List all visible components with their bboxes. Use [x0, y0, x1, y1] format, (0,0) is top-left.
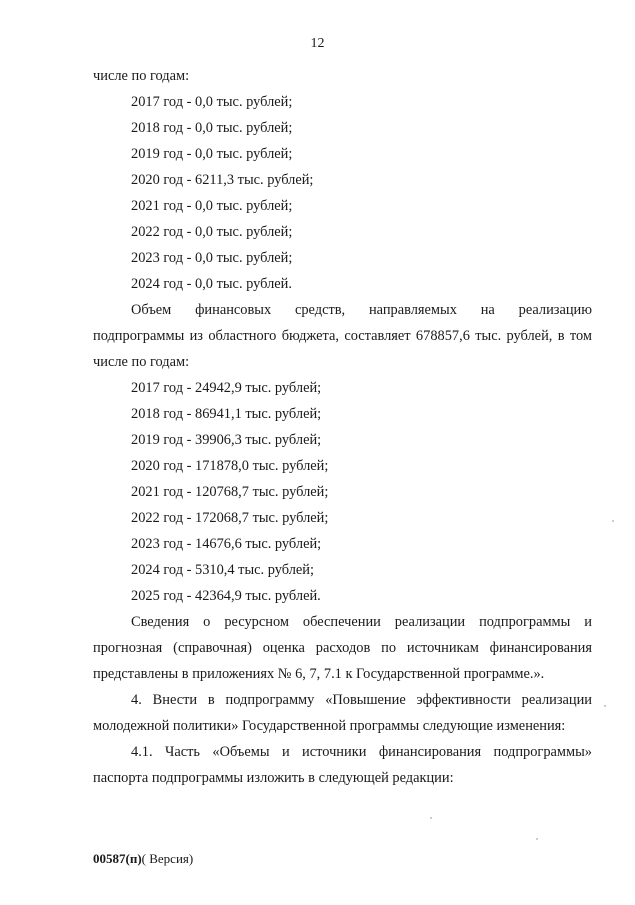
scan-speck: [612, 520, 614, 522]
document-footer: [93, 851, 193, 867]
document-version: ( Версия): [141, 851, 194, 866]
list-item: 2018 год - 0,0 тыс. рублей;: [131, 120, 293, 136]
paragraph-line: 4.1. Часть «Объемы и источники финансирования подпрограммы»: [131, 744, 592, 760]
list-item: 2024 год - 0,0 тыс. рублей.: [131, 276, 292, 292]
list-item: 2017 год - 24942,9 тыс. рублей;: [131, 380, 322, 396]
scan-speck: [604, 705, 606, 707]
list-item: 2020 год - 6211,3 тыс. рублей;: [131, 172, 314, 188]
paragraph-line: подпрограммы из областного бюджета, составляет 678857,6 тыс. рублей, в том: [93, 328, 592, 344]
paragraph-line: Объем финансовых средств, направляемых на реализацию: [131, 302, 592, 318]
page-number: 12: [310, 36, 325, 51]
list-item: 2024 год - 5310,4 тыс. рублей;: [131, 562, 314, 578]
paragraph-line: 4. Внести в подпрограмму «Повышение эффективности реализации: [131, 692, 592, 708]
paragraph-line: Сведения о ресурсном обеспечении реализации подпрограммы и: [131, 614, 592, 630]
text-line: числе по годам:: [93, 354, 190, 370]
scan-speck: [536, 838, 538, 840]
list-item: 2025 год - 42364,9 тыс. рублей.: [131, 588, 321, 604]
list-item: 2023 год - 14676,6 тыс. рублей;: [131, 536, 322, 552]
list-item: 2017 год - 0,0 тыс. рублей;: [131, 94, 293, 110]
list-item: 2019 год - 39906,3 тыс. рублей;: [131, 432, 322, 448]
scan-speck: [430, 817, 432, 819]
list-item: 2020 год - 171878,0 тыс. рублей;: [131, 458, 329, 474]
document-code: 00587(п): [93, 851, 142, 866]
text-line: числе по годам:: [93, 68, 190, 84]
paragraph-line: прогнозная (справочная) оценка расходов по источникам финансирования: [93, 640, 592, 656]
list-item: 2019 год - 0,0 тыс. рублей;: [131, 146, 293, 162]
text-line: представлены в приложениях № 6, 7, 7.1 к Государственной программе.».: [93, 666, 545, 682]
text-line: паспорта подпрограммы изложить в следующей редакции:: [93, 770, 454, 786]
list-item: 2022 год - 172068,7 тыс. рублей;: [131, 510, 329, 526]
list-item: 2018 год - 86941,1 тыс. рублей;: [131, 406, 322, 422]
list-item: 2023 год - 0,0 тыс. рублей;: [131, 250, 293, 266]
list-item: 2022 год - 0,0 тыс. рублей;: [131, 224, 293, 240]
text-line: молодежной политики» Государственной программы следующие изменения:: [93, 718, 566, 734]
list-item: 2021 год - 120768,7 тыс. рублей;: [131, 484, 329, 500]
list-item: 2021 год - 0,0 тыс. рублей;: [131, 198, 293, 214]
